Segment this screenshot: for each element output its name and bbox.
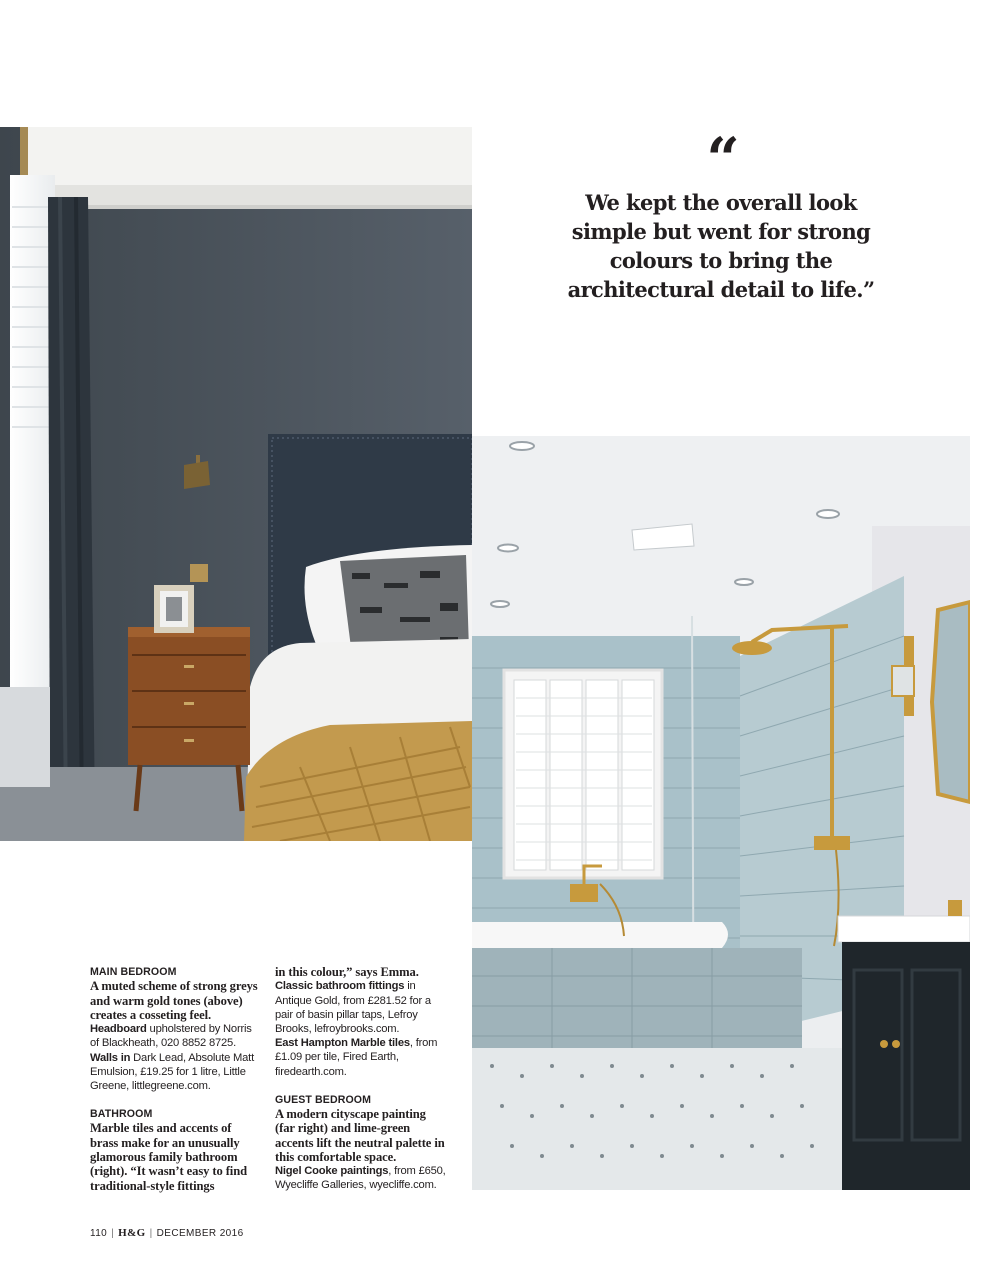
page-folio <box>90 1227 244 1239</box>
caption-lead-bathroom-continued: in this colour,” says Emma. <box>275 965 419 979</box>
caption-item-label: Nigel Cooke paintings <box>275 1165 389 1178</box>
caption-item-label: Walls in <box>90 1051 131 1064</box>
pull-quote <box>548 125 894 304</box>
caption-item-label: Headboard <box>90 1023 147 1036</box>
caption-item-bathroom-fittings <box>275 979 447 1036</box>
caption-heading-main-bedroom: MAIN BEDROOM <box>90 966 177 978</box>
caption-item-text: Dark Lead, Absolute Matt Emulsion, £19.25 for 1 litre, Little Greene, littlegreene.com. <box>90 1051 254 1092</box>
page-number: 110 <box>90 1228 108 1239</box>
bathroom-photo <box>472 436 970 1190</box>
caption-item-label: Classic bathroom fittings <box>275 980 405 993</box>
divider: | <box>149 1228 153 1239</box>
caption-item-text: , from £650, Wyecliffe Galleries, wyecliffe.com. <box>275 1165 446 1192</box>
caption-item-paintings <box>275 1164 447 1192</box>
caption-column-1 <box>90 965 262 1193</box>
caption-item-headboard <box>90 1022 262 1050</box>
issue-date: DECEMBER 2016 <box>156 1228 244 1239</box>
spacer <box>275 1079 447 1093</box>
caption-item-text: , from £1.09 per tile, Fired Earth, firedearth.com. <box>275 1037 438 1078</box>
divider: | <box>111 1228 115 1239</box>
quote-mark-icon: “ <box>706 125 736 193</box>
caption-item-text: upholstered by Norris of Blackheath, 020 8852 8725. <box>90 1023 252 1050</box>
caption-item-walls <box>90 1051 262 1094</box>
caption-column-2 <box>275 965 447 1193</box>
spacer <box>90 1093 262 1107</box>
caption-lead-bathroom: Marble tiles and accents of brass make for an unusually glamorous family bathroom (right). “It wasn’t easy to find traditional-style fittings <box>90 1121 248 1193</box>
caption-lead-guest-bedroom: A modern cityscape painting (far right) and lime-green accents lift the neutral palette in this comfortable space. <box>275 1106 445 1164</box>
pull-quote-text: We kept the overall look simple but went for strong colours to bring the architectural detail to life.” <box>567 190 875 302</box>
bedroom-photo <box>0 127 472 841</box>
magazine-logo: H&G <box>118 1227 146 1239</box>
caption-lead-main-bedroom: A muted scheme of strong greys and warm gold tones (above) creates a cosseting feel. <box>90 979 258 1022</box>
caption-item-label: East Hampton Marble tiles <box>275 1037 410 1050</box>
caption-item-text: in Antique Gold, from £281.52 for a pair of basin pillar taps, Lefroy Brooks, lefroybrooks.com. <box>275 980 431 1035</box>
caption-heading-bathroom: BATHROOM <box>90 1108 153 1121</box>
caption-heading-guest-bedroom: GUEST BEDROOM <box>275 1093 372 1106</box>
caption-item-marble-tiles <box>275 1036 447 1079</box>
